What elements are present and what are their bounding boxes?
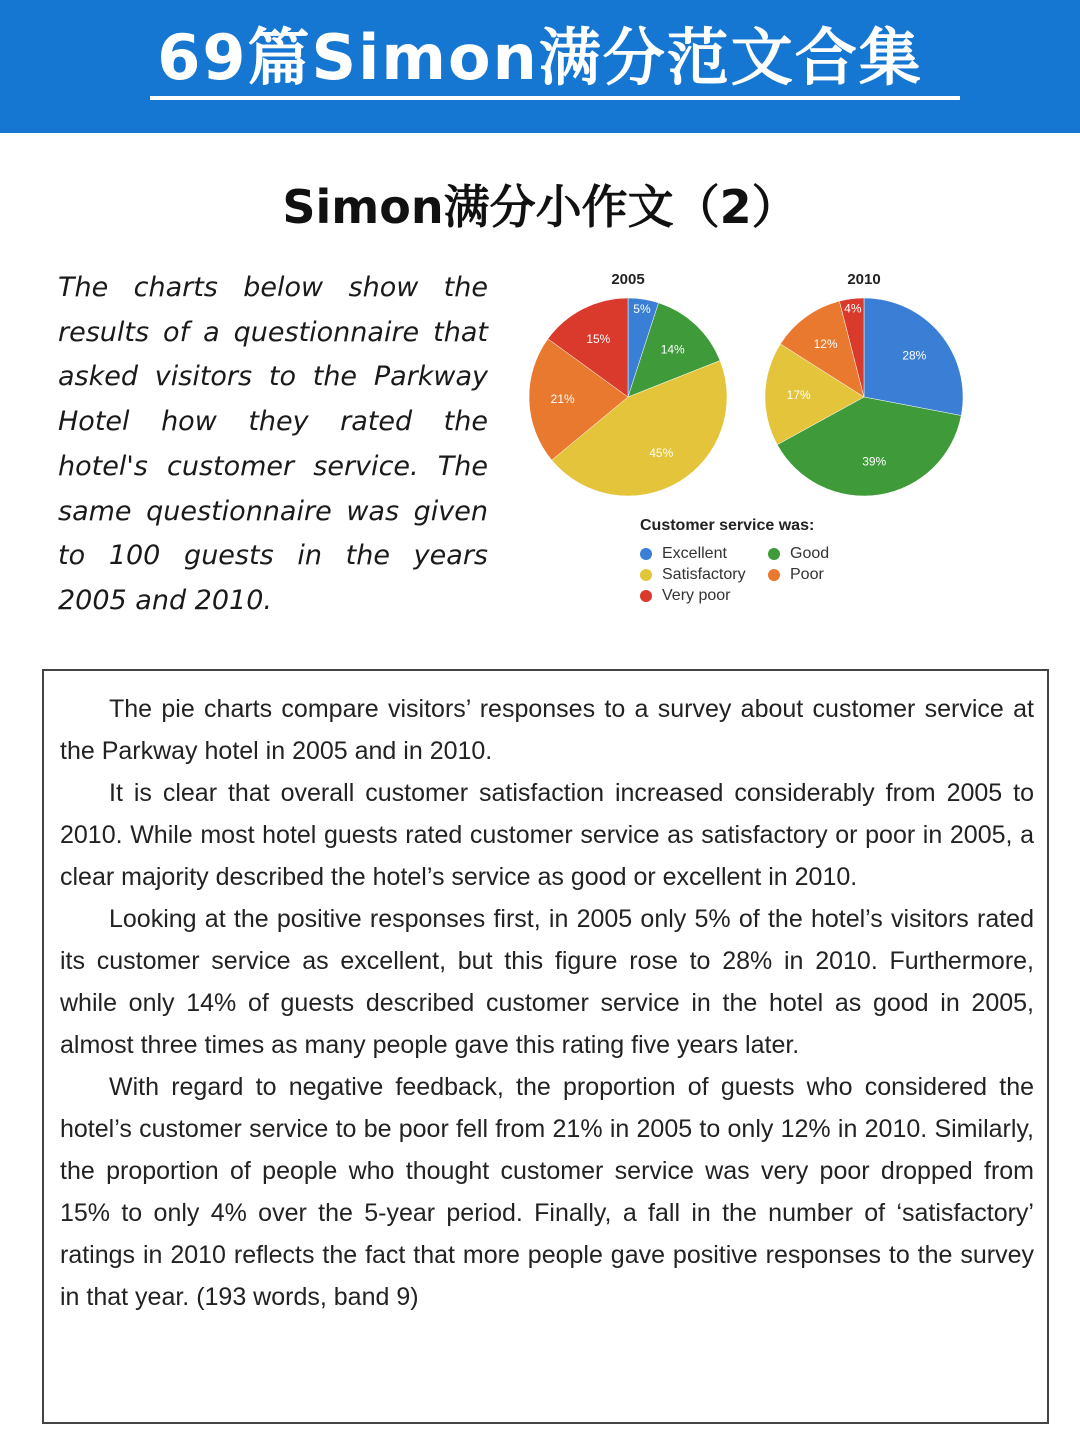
legend-label-excellent: Excellent (662, 545, 727, 562)
legend-item-poor (768, 566, 888, 584)
legend-item-satisfactory (640, 566, 768, 584)
pie-slice-label: 4% (844, 301, 862, 316)
legend-label-good: Good (790, 545, 830, 562)
legend-dot-excellent (640, 548, 652, 560)
pie-slice-label: 17% (786, 387, 811, 402)
legend-dot-poor (768, 569, 780, 581)
pie-slice-label: 15% (586, 331, 611, 346)
page-title: Simon满分小作文（2） (282, 180, 798, 234)
pie-title: 2010 (847, 271, 881, 288)
pie-slice-label: 28% (902, 348, 927, 363)
pie-chart-2005 (529, 271, 727, 496)
legend-dot-very-poor (640, 590, 652, 602)
pie-chart-2010 (765, 271, 963, 496)
model-essay (60, 688, 1034, 1318)
pie-slice-label: 14% (660, 342, 685, 357)
legend-dot-good (768, 548, 780, 560)
essay-paragraph: Looking at the positive responses first, in 2005 only 5% of the hotel’s visitors rated its customer service as excellent, but this figure rose to 28% in 2010. Furthermore, while only 14% of guests described customer service in the hotel as good in 2005, almost three times as many people gave this rating five years later. (60, 905, 1034, 1059)
pie-charts-svg (520, 262, 980, 512)
pie-slice-label: 45% (649, 446, 674, 461)
chart-legend (640, 517, 900, 605)
legend-label-satisfactory: Satisfactory (662, 566, 746, 583)
legend-item-very-poor (640, 587, 768, 605)
essay-box (42, 669, 1049, 1424)
essay-paragraph: With regard to negative feedback, the proportion of guests who considered the hotel’s customer service to be poor fell from 21% in 2005 to only 12% in 2010. Similarly, the proportion of people who thought customer service was very poor dropped from 15% to only 4% over the 5-year period. Finally, a fall in the number of ‘satisfactory’ ratings in 2010 reflects the fact that more people gave positive responses to the survey in that year. (193 words, band 9) (60, 1073, 1034, 1311)
banner-title: 69篇Simon满分范文合集 (157, 21, 923, 94)
legend-title: Customer service was: (640, 517, 815, 534)
legend-label-very-poor: Very poor (662, 587, 731, 604)
pie-title: 2005 (611, 271, 645, 288)
header-banner (0, 0, 1080, 133)
legend-items (640, 545, 900, 605)
legend-label-poor: Poor (790, 566, 824, 583)
essay-paragraph: It is clear that overall customer satisfaction increased considerably from 2005 to 2010. While most hotel guests rated customer service as satisfactory or poor in 2005, a clear majority described the hotel’s service as good or excellent in 2010. (60, 779, 1034, 891)
legend-dot-satisfactory (640, 569, 652, 581)
pie-slice-label: 12% (813, 337, 838, 352)
legend-item-excellent (640, 545, 768, 563)
essay-paragraph: The pie charts compare visitors’ responses to a survey about customer service at the Parkway hotel in 2005 and in 2010. (60, 695, 1034, 765)
pie-slice-label: 39% (862, 454, 887, 469)
legend-item-good (768, 545, 888, 563)
pie-slice-label: 5% (633, 301, 651, 316)
pie-slice-label: 21% (550, 392, 575, 407)
task-description: The charts below show the results of a questionnaire that asked visitors to the Parkway Hotel how they rated the hotel's customer service. The same questionnaire was given to 100 guests in the years 2005 and 2010. (58, 272, 488, 616)
banner-underline (150, 96, 960, 100)
